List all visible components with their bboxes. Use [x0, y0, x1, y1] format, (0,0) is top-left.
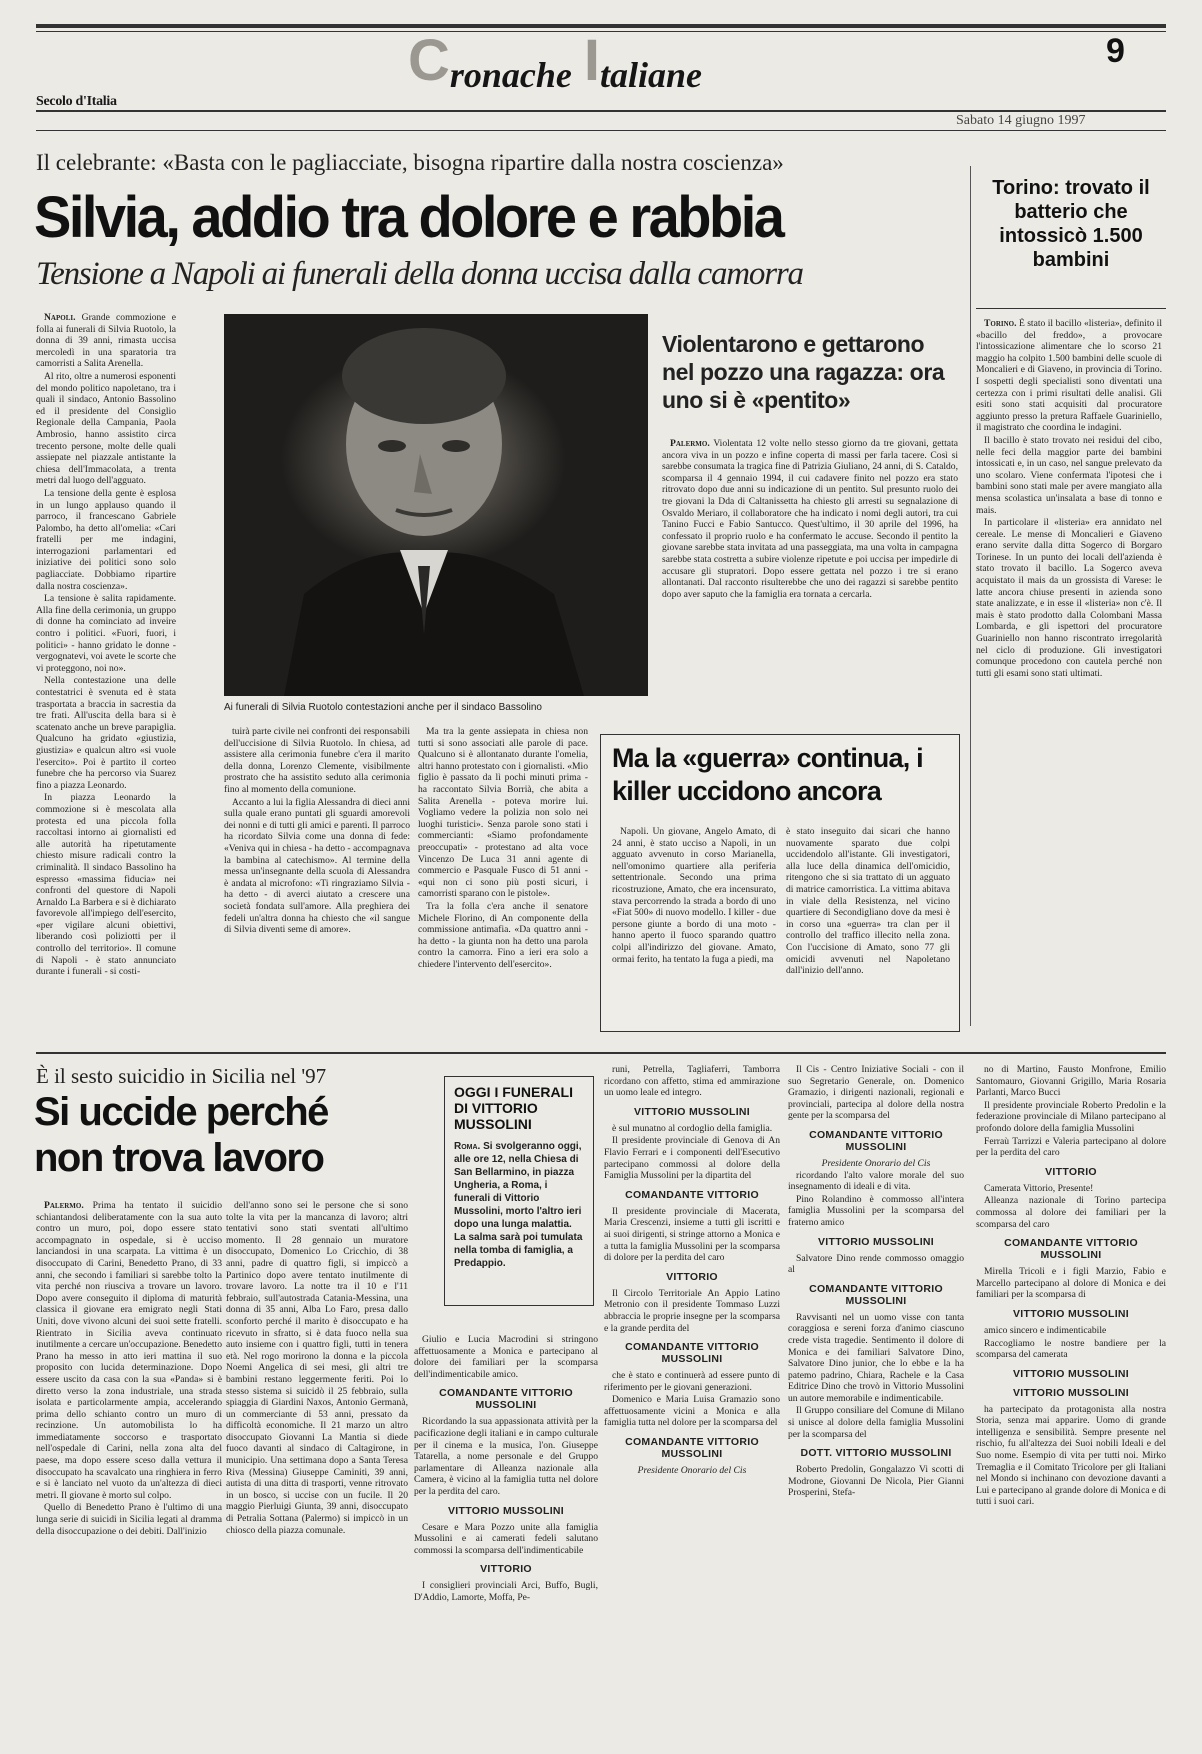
main-col1-p2: Al rito, oltre a numerosi esponenti del mondo politico napoletano, tra i quali il sindaco, Antonio Bassolino ed il presidente del Consiglio Regionale della Campania, Paola Ambrosio, hanno assistito circa trecento persone, molte delle quali assiepate nel piazzale antistante la chiesa dell'Immacolata, a trenta metri dal luogo dell'agguato.	[36, 370, 176, 487]
notice-names-cont: no di Martino, Fausto Monfrone, Emilio Santomauro, Giovanni Grigillo, Maria Rosaria Parlanti, Marco Bucci	[976, 1064, 1166, 1099]
main-dateline: Napoli.	[44, 312, 76, 323]
main-col2-p2: Accanto a lui la figlia Alessandra di dieci anni sulla quale erano puntati gli sguardi amorevoli dei nonni e di tutti gli amici e parenti. Il parroco ha ricordato Silvia come una donna di fede: «Veniva qui in chiesa - ha detto - accompagnava la bambina al catechismo». Al termine della messa un'insegnante della scuola di Alessandra è andata al microfono: «Ti ringraziamo Silvia - ha detto - di averci aiutato a crescere una società fondata sull'amore. Alla preghiera dei fedeli un'altra donna ha chiesto che «il sangue di Silvia diventi seme di amore».	[224, 796, 410, 936]
notice-bandiere: Raccogliamo le nostre bandiere per la scomparsa del camerata	[976, 1337, 1166, 1361]
portrait-photo	[224, 314, 648, 696]
notice-heading: VITTORIO MUSSOLINI	[1012, 1307, 1130, 1320]
notice-heading: COMANDANTE VITTORIO MUSSOLINI	[809, 1282, 943, 1307]
notice-heading: COMANDANTE VITTORIO MUSSOLINI	[809, 1128, 943, 1153]
notice-heading: VITTORIO	[480, 1563, 532, 1576]
notice-heading: COMANDANTE VITTORIO MUSSOLINI	[1004, 1237, 1138, 1262]
notice-heading: VITTORIO MUSSOLINI	[1012, 1386, 1130, 1399]
notice-heading: COMANDANTE VITTORIO MUSSOLINI	[625, 1436, 759, 1461]
torino-dateline: Torino.	[984, 318, 1017, 329]
notice-tremaglia: ha partecipato da protagonista alla nostra Storia, senza mai apparire. Uomo di grande intelligenza e sensibilità. Sempre presente nel rischio, fu all'altezza dei Suoi nobili Ideali e del Suo nome. Esempio di vita per tutti noi. Mirko Tremaglia e il Comitato Tricolore per gli Italiani nel Mondo si inchinano con devozione davanti a Lui e partecipano al grande dolore di Monica e di tutti i suoi cari.	[976, 1403, 1166, 1508]
main-col3-p1: Ma tra la gente assiepata in chiesa non tutti si sono associati alle parole di pace. Qualcuno si è allontanato durante l'omelia, altri hanno protestato con i giornalisti. «Mio figlio è passato da lì pochi minuti prima - ha raccontato Silvia Borrià, che abita a Salita Arenella - poteva morire lui. Vogliamo vedere la polizia non solo nei luoghi turistici». Senza parole sono stati i commercianti: «Siamo profondamente preoccupati» - protestano ad alta voce Vincenzo De Luca 31 anni agente di commercio e Pasquale Fusco di 51 anni - «qui non ci sono più posti sicuri, i camorristi sparano con le pistole».	[418, 726, 588, 900]
notice-predolin: Il presidente provinciale Roberto Predolin e la federazione provinciale di Milano partecipano al profondo dolore della famiglia Mussolini	[976, 1099, 1166, 1134]
suicidio-col-1	[36, 1200, 222, 1740]
notice-cis: Il Cis - Centro Iniziative Sociali - con il suo Segretario Generale, on. Domenico Gramazio, i dirigenti nazionali, regionali e provinciali, partecipa al dolore della nostra gente per la scomparsa del	[788, 1064, 964, 1122]
torino-p2: Il bacillo è stato trovato nei residui del cibo, nelle feci della maggior parte dei bambini intossicati e, in un caso, nel sangue prelevato da uno scolaro. Viene confermata l'ipotesi che i bambini sono stati male per avere mangiato alla mensa scolastica un'insalata a base di tonno e mais.	[976, 434, 1162, 516]
main-kicker: Il celebrante: «Basta con le pagliacciate, bisogna ripartire dalla nostra coscienza»	[36, 150, 784, 175]
section-initial-i: I	[583, 28, 601, 93]
section-title	[408, 28, 808, 95]
main-col1-p3: La tensione della gente è esplosa in un lungo applauso quando il parroco, il francescano Gabriele Palombo, ha detto all'omelia: «Cari fratelli per me indagini, interrogazioni parlamentari ed iniziative dei politici sono solo pagliacciate. Dobbiamo ripartire dalla nostra coscienza».	[36, 487, 176, 592]
section-word-1: ronache	[449, 55, 572, 95]
notice-signature: Presidente Onorario del Cis	[637, 1465, 747, 1477]
notice-genova: Il presidente provinciale di Genova di An Flavio Ferrari e i componenti dell'Esecutivo partecipano commossi al dolore della Famiglia Mussolini per la dipartita del	[604, 1135, 780, 1182]
paper-name: Secolo d'Italia	[36, 94, 117, 109]
notice-heading: VITTORIO MUSSOLINI	[817, 1235, 935, 1248]
notice-petrella: runi, Petrella, Tagliaferri, Tamborra ricordano con affetto, stima ed ammirazione un uomo leale ed integro.	[604, 1064, 780, 1099]
main-col1-p4: La tensione è salita rapidamente. Alla fine della cerimonia, un gruppo di donne ha cominciato ad inveire contro i politici. «Fuori, fuori, i politici» - hanno gridato le donne - vergognatevi, voi avete le scorte che vi proteggono, noi no».	[36, 593, 176, 674]
pozzo-body	[662, 438, 958, 692]
notice-milano: Il Gruppo consiliare del Comune di Milano si unisce al dolore della famiglia Mussolini per la scomparsa del	[788, 1405, 964, 1440]
notice-macrodini: Giulio e Lucia Macrodini si stringono affettuosamente a Monica e partecipano al dolore dei familiari per la scomparsa dell'indimenticabile amico.	[414, 1334, 598, 1380]
notice-generazioni: che è stato e continuerà ad essere punto di riferimento per le giovani generazioni.	[604, 1370, 780, 1393]
notice-torino-an: Alleanza nazionale di Torino partecipa commossa al dolore dei familiari per la scomparsa del caro	[976, 1195, 1166, 1230]
notice-dino: Salvatore Dino rende commosso omaggio al	[788, 1252, 964, 1276]
notice-signature: Presidente Onorario del Cis	[821, 1157, 931, 1169]
main-headline: Silvia, addio tra dolore e rabbia	[34, 183, 783, 250]
notices-col-1	[414, 1334, 598, 1746]
notice-rolandino: Pino Rolandino è commosso all'intera famiglia Mussolini per la scomparsa del fraterno amico	[788, 1193, 964, 1228]
notice-consiglieri: I consiglieri provinciali Arci, Buffo, Bugli, D'Addio, Lamorte, Moffa, Pe-	[414, 1580, 598, 1603]
notice-coraggio: Ravvisanti nel un uomo visse con tanta coraggiosa e sereni forza d'animo ciascuno crede vista tragedie. Sentimento il dolore di Monica e dei familiari Salvatore Dino, Salvatore Dino junior, che lo ebbe e la ha patemo padrino, Chiara, Rachele e la Casa Editrice Dino che trovò in Vittorio Mussolini un autore memorabile e indimenticabile.	[788, 1311, 964, 1404]
notices-col-4	[976, 1064, 1166, 1746]
notice-presente: Camerata Vittorio, Presente!	[984, 1182, 1094, 1194]
notice-appio-latino: Il Circolo Territoriale An Appio Latino Metronio con il presidente Tommaso Luzzi abbraccia le proprie insegne per la scomparsa e la grande perdita del	[604, 1287, 780, 1334]
main-subhead: Tensione a Napoli ai funerali della donna uccisa dalla camorra	[36, 256, 803, 292]
notice-heading: VITTORIO MUSSOLINI	[633, 1105, 751, 1118]
pozzo-text: Violentata 12 volte nello stesso giorno da tre giovani, gettata ancora viva in un pozzo e infine coperta di massi per farla tacere. Così si sarebbe consumata la tragica fine di Patrizia Giuliano, 24 anni, di S. Cataldo, scomparsa il 4 gennaio 1994, il cui cadavere finito nel pozzo era stato ritrovato dopo due anni su indicazione di un pentito. Sul presunto ruolo dei tre giovani la Dda di Caltanissetta ha chiesto gli arresti su segnalazione di Osvaldo Meriaro, il collaboratore che ha indicato i nomi degli autori, tra cui Tanino Fucci e Fabio Santucco. Quest'ultimo, il 30 aprile del 1996, ha confessato il proprio ruolo e ha confermato le accuse. Secondo il pentito la giovane sarebbe stata invitata ad una passeggiata, ma una volta in campagna sarebbe stata costretta a subire violenze ripetute e poi uccisa per impedirle di accusare gli stupratori. Dopo essere gettata nel pozzo i tre si erano allontanati. Dal racconto risulterebbe che uno dei ragazzi si sarebbe pentito dopo aver saputo che la famiglia era tornata a cercarla.	[662, 438, 958, 600]
portrait-silhouette	[224, 314, 648, 696]
torino-p1: È stato il bacillo «listeria», definito il «bacillo del freddo», a provocare l'intossicazione alimentare che lo scorso 21 maggio ha colpito 1.500 bambini delle scuole di Moncalieri e di Giaveno, in provincia di Torino. I sospetti degli specialisti sono diventati una certezza con i primi risultati delle analisi. Gli esiti sono stati acquisiti dal procuratore aggiunto presso la pretura Raffaele Guariniello, il magistrato che coordina le indagini.	[976, 318, 1162, 434]
suicidio-col1-p2: Quello di Benedetto Prano è l'ultimo di una lunga serie di suicidi in Sicilia legati al dramma della disoccupazione o dei debiti. Dall'inizio	[36, 1502, 222, 1537]
notice-heading: COMANDANTE VITTORIO MUSSOLINI	[625, 1341, 759, 1366]
suicidio-kicker: È il sesto suicidio in Sicilia nel '97	[36, 1064, 327, 1088]
suicidio-headline-line-1: Si uccide perché	[34, 1090, 328, 1134]
page-number: 9	[1106, 32, 1125, 70]
notice-heading: VITTORIO	[1045, 1165, 1097, 1178]
funerali-box-text: Si svolgeranno oggi, alle ore 12, nella Chiesa di San Bellarmino, in piazza Ungheria, a Roma, i funerali di Vittorio Mussolini, morto l'altro ieri dopo una lunga malattia. La salma sarà poi tumulata nella tomba di famiglia, a Predappio.	[454, 1141, 583, 1269]
notice-heading: COMANDANTE VITTORIO	[625, 1188, 759, 1201]
notice-gramazio: Domenico e Maria Luisa Gramazio sono affettuosamente vicini a Monica e alla famiglia tutta nel dolore per la scomparsa del	[604, 1394, 780, 1429]
pozzo-dateline: Palermo.	[670, 438, 710, 449]
photo-caption: Ai funerali di Silvia Ruotolo contestazioni anche per il sindaco Bassolino	[224, 702, 542, 713]
pozzo-headline: Violentarono e gettarono nel pozzo una ragazza: ora uno si è «pentito»	[662, 331, 945, 413]
torino-body	[976, 318, 1162, 1024]
main-col1-p6: In piazza Leonardo la commozione si è mescolata alla protesta ed una piccola folla raccoltasi intorno ai giornalisti ed alle autorità ha ripetutamente chiesto misure radicali contro la criminalità. Il sindaco Bassolino ha espresso «massima fiducia» nei confronti del questore di Napoli Arnaldo La Barbera e si è dichiarato favorevole all'impiego dell'esercito, «per vigilare alcuni obiettivi, liberando così poliziotti per il controllo del territorio». Il comune di Napoli - è stato annunciato durante i funerali - si costi-	[36, 792, 176, 978]
notices-col-3	[788, 1064, 964, 1746]
funerali-box-body	[454, 1140, 586, 1302]
main-col-2	[224, 726, 410, 1038]
notice-heading: VITTORIO MUSSOLINI	[447, 1504, 565, 1517]
main-col-1	[36, 312, 176, 1044]
main-col3-p2: Tra la folla c'era anche il senatore Michele Florino, di An componente della commissione antimafia. «Da quattro anni - ha detto - la giunta non ha detto una parola contro la camorra. Fino a ieri era solo a chiedere l'intervento dell'esercito».	[418, 900, 588, 970]
notice-heading: VITTORIO	[666, 1270, 718, 1283]
main-col1-p1: Grande commozione e folla ai funerali di Silvia Ruotolo, la donna di 39 anni, rimasta uccisa mercoledì in una sparatoria tra camorristi a Salita Arenella.	[36, 312, 176, 370]
notice-heading: COMANDANTE VITTORIO MUSSOLINI	[439, 1387, 573, 1412]
funerali-dateline: Roma.	[454, 1141, 481, 1152]
notices-col-2	[604, 1064, 780, 1746]
notice-amico: amico sincero e indimenticabile	[984, 1324, 1107, 1336]
torino-sidebar	[970, 166, 971, 1026]
main-col-3	[418, 726, 588, 1038]
issue-date: Sabato 14 giugno 1997	[956, 113, 1086, 128]
main-col2-p1: tuirà parte civile nei confronti dei responsabili dell'uccisione di Silvia Ruotolo. In chiesa, ad assistere alla cerimonia funebre c'era il marito della donna, Lorenzo Clemente, visibilmente prostrato che ha assistito seduto alla cerimonia fino al momento della comunione.	[224, 726, 410, 795]
notice-pozzo: Cesare e Mara Pozzo unite alla famiglia Mussolini e ai camerati fedeli salutano commossi la scomparsa dell'indimenticabile	[414, 1521, 598, 1556]
suicidio-col2-p1: dell'anno sono sei le persone che si sono tolte la vita per la mancanza di lavoro; altri tentativi sono stati sventati all'ultimo momento. Il 28 gennaio un muratore disoccupato, Domenico Lo Cricchio, di 38 anni, padre di quattro figli, si impiccò a Partinico dopo avere tentato inutilmente di trovare lavoro. La notte tra il 10 e l'11 febbraio, sull'autostrada Catania-Messina, una donna di 35 anni, Alba Lo Faro, presa dallo sconforto perché il marito è disoccupato e ha ricevuto in sfratto, si è data fuoco nella sua auto insieme con i quattro figli, tutti in tenera età. Nel rogo morirono la donna e la piccola Noemi Angelica di sei mesi, gli altri tre bambini restano leggermente feriti. Poi lo stesso sistema si suicidò il 25 febbraio, sulla spiaggia di Giardini Naxos, Antonio Germanà, un commerciante di 53 anni, pressato da difficoltà economiche. Il 21 marzo un altro disoccupato Giovanni La Mantia si diede fuoco davanti al sindaco di Caltagirone, in municipio. Una settimana dopo a Santa Teresa Riva (Messina) Giuseppe Caminiti, 39 anni, autista di una ditta di trasporti, venne ritrovato in un bosco, si uccise con un fucile. Il 20 maggio Pierluigi Giunta, 39 anni, disoccupato di Petralia Sottana (Palermo) si impiccò in un chiosco della piazza comunale.	[226, 1200, 408, 1536]
notice-predolin-names: Roberto Predolin, Gongalazzo Vi scotti di Modrone, Giovanni De Nicola, Pier Gianni Prosperini, Stefa-	[788, 1464, 964, 1499]
guerra-col-2: è stato inseguito dai sicari che hanno nuovamente sparato due colpi uccidendolo all'istante. Gli investigatori, alla luce della dinamica dell'omicidio, ritengono che si sia trattato di un agguato di matrice camorristica. La vittima abitava in viale della Resistenza, nel vicino quartiere di Secondigliano dove da mesi è in corso una «guerra» tra clan per il controllo del traffico illecito nella zona. Con l'uccisione di Amato, sono 77 gli omicidi avvenuti nel Napoletano dall'inizio dell'anno.	[786, 826, 950, 977]
section-initial-c: C	[408, 28, 450, 93]
notice-heading: VITTORIO MUSSOLINI	[1012, 1367, 1130, 1380]
main-col1-p5: Nella contestazione una delle contestatrici è svenuta ed è stata trasportata a braccia in sacrestia da tre frati. All'uscita della bara si è scatenato anche un breve parapiglia. Qualcuno ha gridato «giustizia, giustizia» e qualcun altro «si vuole l'esercito». Poi è partito il corteo funebre che ha percorso via Suarez fino a piazza Leonardo.	[36, 675, 176, 791]
notice-cordoglio: è sul munatno al cordoglio della famiglia.	[612, 1122, 773, 1134]
funerali-box-title: OGGI I FUNERALI DI VITTORIO MUSSOLINI	[454, 1084, 573, 1132]
notice-tarrizzi: Ferraù Tarrizzi e Valeria partecipano al dolore per la perdita del caro	[976, 1135, 1166, 1159]
torino-headline: Torino: trovato il batterio che intossicò 1.500 bambini	[992, 177, 1150, 271]
notice-macerata: Il presidente provinciale di Macerata, Maria Crescenzi, insieme a tutti gli iscritti e ai suoi dirigenti, si stringe attorno a Monica e a tutta la famiglia Mussolini per la scomparsa di dolore per la perdita del caro	[604, 1205, 780, 1264]
suicidio-dateline: Palermo.	[44, 1200, 84, 1211]
suicidio-col-2	[226, 1200, 408, 1740]
guerra-col-1: Napoli. Un giovane, Angelo Amato, di 24 anni, è stato ucciso a Napoli, in un agguato avvenuto in corso Marianella, nell'omonimo quartiere alla periferia settentrionale. Secondo una prima ricostruzione, Amato, che era incensurato, stava percorrendo la strada a bordo di uno «Fiat 500» di nuovo modello. I killer - due persone giunte a bordo di una moto - hanno aperto il fuoco sparando quattro colpi all'indirizzo del giovane. Amato, ormai ferito, ha tentato la fuga a piedi, ma	[612, 826, 776, 965]
notice-heading: DOTT. VITTORIO MUSSOLINI	[800, 1447, 952, 1460]
section-word-2: taliane	[600, 55, 703, 95]
suicidio-col1-p1: Prima ha tentato il suicidio schiantandosi deliberatamente con la sua auto contro un muro, poi, dopo essere stato accompagnato in ospedale, si è ucciso lanciandosi in una scarpata. La vittima è un disoccupato di Carini, Benedetto Prano, di 33 anni, che secondo i familiari si sarebbe tolto la vita perché non riusciva a trovare un lavoro. Dopo avere conseguito il diploma di maturità classica il giovane era emigrato negli Stati Uniti, dove vivono alcuni dei suoi sette fratelli. Rientrato in Sicilia aveva continuato inutilmente a cercare un'occupazione. Benedetto Prano ha messo in atto ieri mattina il suo proposito con lucida determinazione. Dopo essere uscito da casa con la sua «Panda» si è diretto verso la zona industriale, una strada isolata e particolarmente ampia, accelerando prima dello schianto contro un muro di recinzione. Un automobilista lo ha immediatamente soccorso e trasportato nell'ospedale di Carini, nella zona alta del paese, ma dopo essere sceso dalla vettura il disoccupato ha scavalcato una ringhiera in ferro e si è lanciato nel vuoto da un'altezza di dieci metri. Il giovane è morto sul colpo.	[36, 1200, 222, 1501]
notice-ricordando: ricordando l'alto valore morale del suo insegnamento di ideali e di vita.	[788, 1169, 964, 1193]
notice-tricoli: Mirella Tricoli e i figli Marzio, Fabio e Marcello partecipano al dolore di Monica e dei familiari per la scomparsa di	[976, 1266, 1166, 1301]
torino-p3: In particolare il «listeria» era annidato nel cereale. Le mense di Moncalieri e Giaveno erano servite dalla ditta Sogerco di Borgaro Torinese. In un punto dei locali dell'azienda è stato trovato il bacillo. La Sogerco aveva acquistato il mais da un grossista di Varese: le latte ancora chiuse presenti in azienda sono state analizzate, e in esse il «listeria» non c'è. Il mais è stato prodotto dalla Colombani Massa Lombarda, e gli ispettori del procuratore Guariniello non hanno riscontrato irregolarità nel ciclo di produzione. Gli investigatori comunque procedono con cautela perché non tutti gli esami sono stati ultimati.	[976, 517, 1162, 679]
guerra-headline: Ma la «guerra» continua, i killer uccidono ancora	[612, 743, 923, 806]
suicidio-headline-line-2: non trova lavoro	[34, 1136, 324, 1180]
notice-tatarella: Ricordando la sua appassionata attività per la pacificazione degli italiani e in campo culturale per il cinema e la musica, l'on. Giuseppe Tatarella, a nome personale e del Gruppo parlamentare di Alleanza nazionale alla Camera, è vicino al la famiglia tutta nel dolore per la perdita del caro.	[414, 1416, 598, 1497]
